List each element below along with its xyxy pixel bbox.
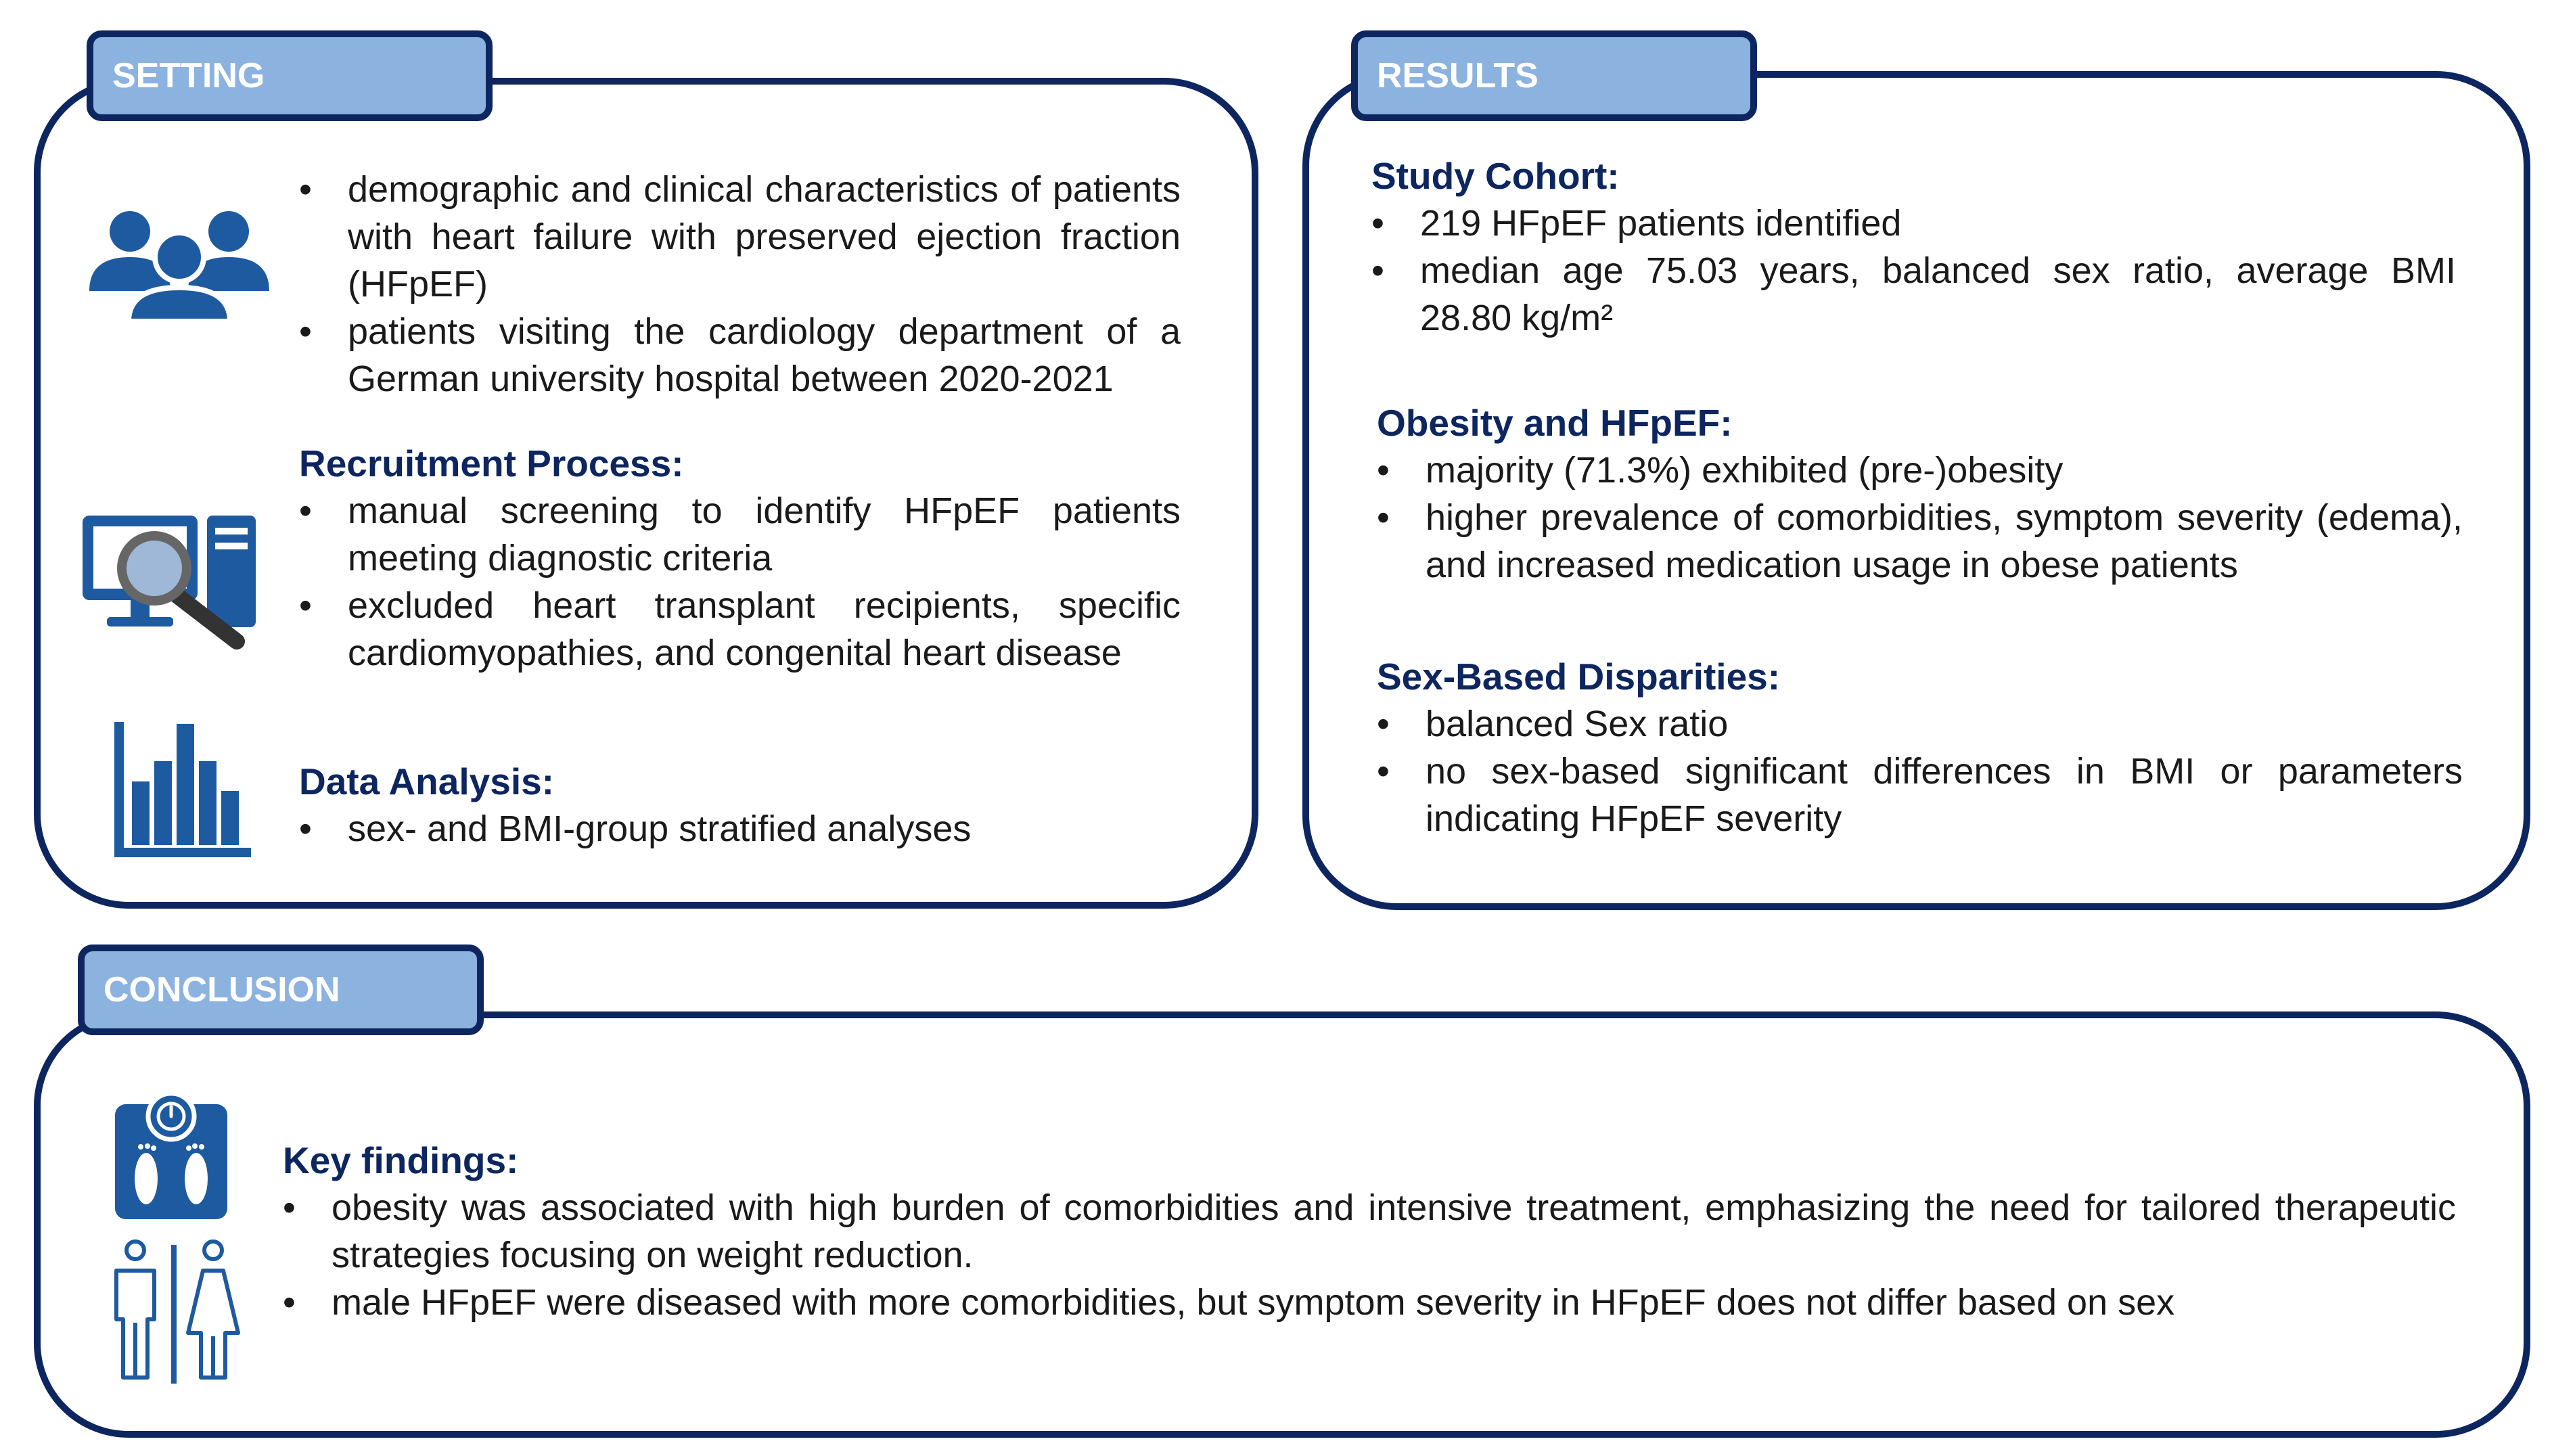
sex-list — [1377, 700, 2463, 842]
list-item: • patients visiting the cardiology department of a German university hospital between 2020-2021 — [299, 308, 1181, 403]
findings-heading: Key findings: — [283, 1139, 519, 1181]
body-scale-icon — [114, 1089, 229, 1221]
recruitment-list — [299, 487, 1181, 677]
cohort-list — [1371, 200, 2456, 342]
bar-chart-icon — [112, 721, 254, 863]
people-group-icon — [88, 203, 271, 321]
list-item: • manual screening to identify HFpEF patients meeting diagnostic criteria — [299, 487, 1181, 582]
male-female-icon — [101, 1238, 247, 1384]
list-item: • excluded heart transplant recipients, specific cardiomyopathies, and congenital heart disease — [299, 582, 1181, 677]
setting-tab: SETTING — [87, 30, 493, 121]
obesity-heading: Obesity and HFpEF: — [1377, 402, 1733, 444]
conclusion-tab: CONCLUSION — [78, 945, 484, 1035]
list-item: • balanced Sex ratio — [1377, 700, 2463, 748]
list-item: • no sex-based significant differences in BMI or parameters indicating HFpEF severity — [1377, 748, 2463, 842]
analysis-list — [299, 805, 1181, 852]
list-item: • demographic and clinical characteristics of patients with heart failure with preserved ejection fraction (HFpEF) — [299, 166, 1181, 308]
list-item: • higher prevalence of comorbidities, symptom severity (edema), and increased medication usage in obese patients — [1377, 494, 2463, 589]
cohort-heading: Study Cohort: — [1371, 155, 1620, 197]
list-item: • majority (71.3%) exhibited (pre-)obesity — [1377, 447, 2463, 494]
findings-list — [283, 1184, 2456, 1326]
obesity-list — [1377, 447, 2463, 589]
sex-heading: Sex-Based Disparities: — [1377, 656, 1781, 698]
recruitment-heading: Recruitment Process: — [299, 442, 684, 484]
list-item: • male HFpEF were diseased with more comorbidities, but symptom severity in HFpEF does not differ based on sex — [283, 1279, 2456, 1326]
list-item: • 219 HFpEF patients identified — [1371, 200, 2456, 247]
computer-search-icon — [80, 509, 269, 651]
list-item: • sex- and BMI-group stratified analyses — [299, 805, 1181, 852]
list-item: • median age 75.03 years, balanced sex ratio, average BMI 28.80 kg/m² — [1371, 247, 2456, 342]
setting-population-list — [299, 166, 1181, 403]
results-tab: RESULTS — [1351, 30, 1757, 121]
list-item: • obesity was associated with high burden of comorbidities and intensive treatment, emphasizing the need for tailored therapeutic strategies focusing on weight reduction. — [283, 1184, 2456, 1279]
analysis-heading: Data Analysis: — [299, 760, 554, 802]
